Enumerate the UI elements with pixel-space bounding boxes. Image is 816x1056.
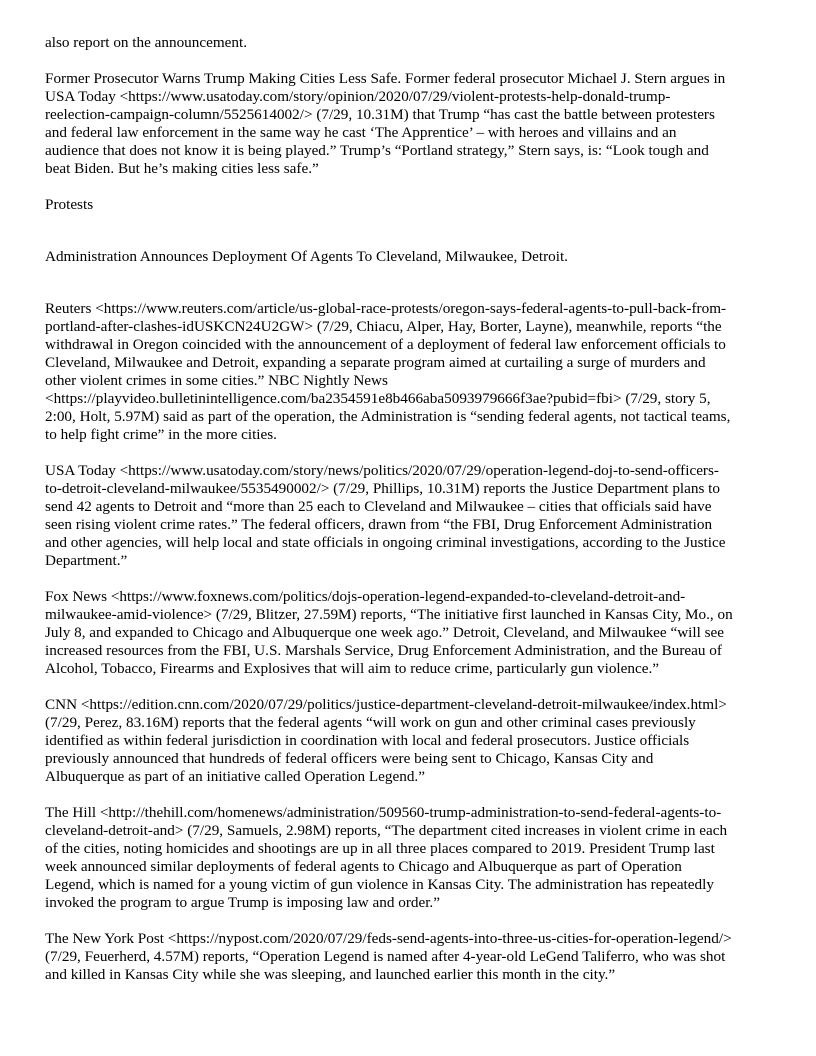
paragraph-reuters: Reuters <https://www.reuters.com/article/us-global-race-protests/oregon-says-federal-agents-to-pull-back-from- portland-after-clashes-idUSKCN24U2GW> (7/29, Chiacu, Alper, Hay, Borter, Layne), meanwhile, reports “the withdrawal in Oregon coincided with the announcement of a deployment of federal law enforcement officials to Cleveland, Milwaukee and Detroit, expanding a separate program aimed at curtailing a surge of murders and other violent crimes in some cities.” NBC Nightly News <https://playvideo.bulletinintelligence.com/ba2354591e8b466aba5093979666f3ae?pubid=fbi> (7/29, story 5, 2:00, Holt, 5.97M) said as part of the operation, the Administration is “sending federal agents, not tactical teams, to help fight crime” in the more cities. [45,300,731,443]
section-heading-protests: Protests [45,196,94,213]
article-heading-deployment: Administration Announces Deployment Of Agents To Cleveland, Milwaukee, Detroit. [45,248,568,265]
paragraph-continuation: also report on the announcement. [45,34,248,51]
document-page [45,34,775,1002]
paragraph-cnn: CNN <https://edition.cnn.com/2020/07/29/politics/justice-department-cleveland-detroit-milwaukee/index.html> (7/29, Perez, 83.16M) reports that the federal agents “will work on gun and other criminal cases previously identified as within federal jurisdiction in coordination with local and federal prosecutors. Justice officials previously announced that hundreds of federal officers were being sent to Chicago, Kansas City and Albuquerque as part of an initiative called Operation Legend.” [45,696,727,785]
paragraph-new-york-post: The New York Post <https://nypost.com/2020/07/29/feds-send-agents-into-three-us-cities-for-operation-legend/> (7/29, Feuerherd, 4.57M) reports, “Operation Legend is named after 4-year-old LeGend Taliferro, who was shot and killed in Kansas City while she was sleeping, and launched earlier this month in the city.” [45,930,732,983]
paragraph-fox-news: Fox News <https://www.foxnews.com/politics/dojs-operation-legend-expanded-to-cleveland-detroit-and- milwaukee-amid-violence> (7/29, Blitzer, 27.59M) reports, “The initiative first launched in Kansas City, Mo., on July 8, and expanded to Chicago and Albuquerque one week ago.” Detroit, Cleveland, and Milwaukee “will see increased resources from the FBI, U.S. Marshals Service, Drug Enforcement Administration, and the Bureau of Alcohol, Tobacco, Firearms and Explosives that will aim to reduce crime, particularly gun violence.” [45,588,733,677]
paragraph-usa-today: USA Today <https://www.usatoday.com/story/news/politics/2020/07/29/operation-legend-doj-to-send-officers- to-detroit-cleveland-milwaukee/5535490002/> (7/29, Phillips, 10.31M) reports the Justice Department plans to send 42 agents to Detroit and “more than 25 each to Cleveland and Milwaukee – cities that officials said have seen rising violent crime rates.” The federal officers, drawn from “the FBI, Drug Enforcement Administration and other agencies, will help local and state officials in ongoing criminal investigations, according to the Justice Department.” [45,462,726,569]
paragraph-former-prosecutor: Former Prosecutor Warns Trump Making Cities Less Safe. Former federal prosecutor Michael J. Stern argues in USA Today <https://www.usatoday.com/story/opinion/2020/07/29/violent-protests-help-donald-trump- reelection-campaign-column/5525614002/> (7/29, 10.31M) that Trump “has cast the battle between protesters and federal law enforcement in the same way he cast ‘The Apprentice’ – with heroes and villains and an audience that does not know it is being played.” Trump’s “Portland strategy,” Stern says, is: “Look tough and beat Biden. But he’s making cities less safe.” [45,70,726,177]
paragraph-the-hill: The Hill <http://thehill.com/homenews/administration/509560-trump-administration-to-send-federal-agents-to- cleveland-detroit-and> (7/29, Samuels, 2.98M) reports, “The department cited increases in violent crime in each of the cities, noting homicides and shootings are up in all three places compared to 2019. President Trump last week announced similar deployments of federal agents to Chicago and Albuquerque as part of Operation Legend, which is named for a young victim of gun violence in Kansas City. The administration has repeatedly invoked the program to argue Trump is imposing law and order.” [45,804,728,911]
